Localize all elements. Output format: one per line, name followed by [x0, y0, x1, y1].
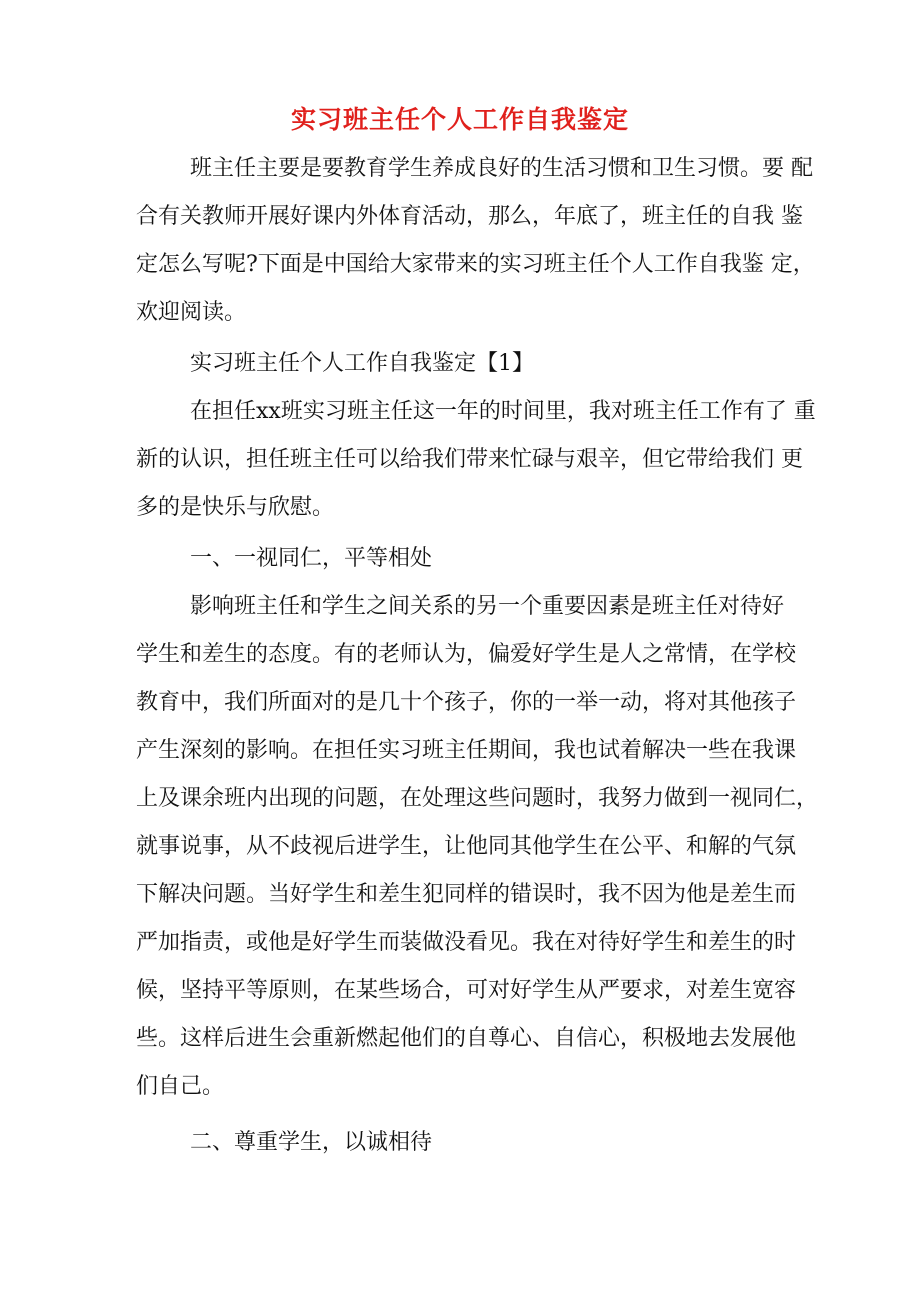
paragraph-line: 定怎么写呢?下面是中国给大家带来的实习班主任个人工作自我鉴 定，: [136, 252, 815, 277]
paragraph-line: 多的是快乐与欣慰。: [136, 495, 335, 520]
paragraph-line: 合有关教师开展好课内外体育活动，那么，年底了，班主任的自我 鉴: [136, 204, 803, 229]
paragraph-line: 们自己。: [136, 1074, 225, 1099]
section-heading: 实习班主任个人工作自我鉴定【1】: [190, 351, 534, 376]
paragraph-line: 下解决问题。当好学生和差生犯同样的错误时，我不因为他是差生而: [136, 882, 797, 907]
paragraph-line: 班主任主要是要教育学生养成良好的生活习惯和卫生习惯。要 配: [190, 156, 813, 181]
paragraph-line: 影响班主任和学生之间关系的另一个重要因素是班主任对待好: [190, 594, 785, 619]
paragraph-line: 在担任xx班实习班主任这一年的时间里，我对班主任工作有了 重: [190, 399, 816, 424]
paragraph-line: 欢迎阅读。: [136, 300, 247, 325]
section-heading: 二、尊重学生，以诚相待: [190, 1130, 433, 1155]
paragraph-line: 候，坚持平等原则，在某些场合，可对好学生从严要求，对差生宽容: [136, 978, 797, 1003]
paragraph-line: 新的认识，担任班主任可以给我们带来忙碌与艰辛，但它带给我们 更: [136, 447, 803, 472]
paragraph-line: 些。这样后进生会重新燃起他们的自尊心、自信心，积极地去发展他: [136, 1026, 797, 1051]
section-heading: 一、一视同仁，平等相处: [190, 546, 433, 571]
document-title: 实习班主任个人工作自我鉴定: [290, 105, 629, 134]
paragraph-line: 产生深刻的影响。在担任实习班主任期间，我也试着解决一些在我课: [136, 738, 797, 763]
paragraph-line: 教育中，我们所面对的是几十个孩子，你的一举一动，将对其他孩子: [136, 690, 797, 715]
paragraph-line: 严加指责，或他是好学生而装做没看见。我在对待好学生和差生的时: [136, 930, 797, 955]
paragraph-line: 就事说事，从不歧视后进学生，让他同其他学生在公平、和解的气氛: [136, 834, 797, 859]
paragraph-line: 学生和差生的态度。有的老师认为，偏爱好学生是人之常情，在学校: [136, 642, 797, 667]
paragraph-line: 上及课余班内出现的问题，在处理这些问题时，我努力做到一视同仁，: [136, 786, 819, 811]
